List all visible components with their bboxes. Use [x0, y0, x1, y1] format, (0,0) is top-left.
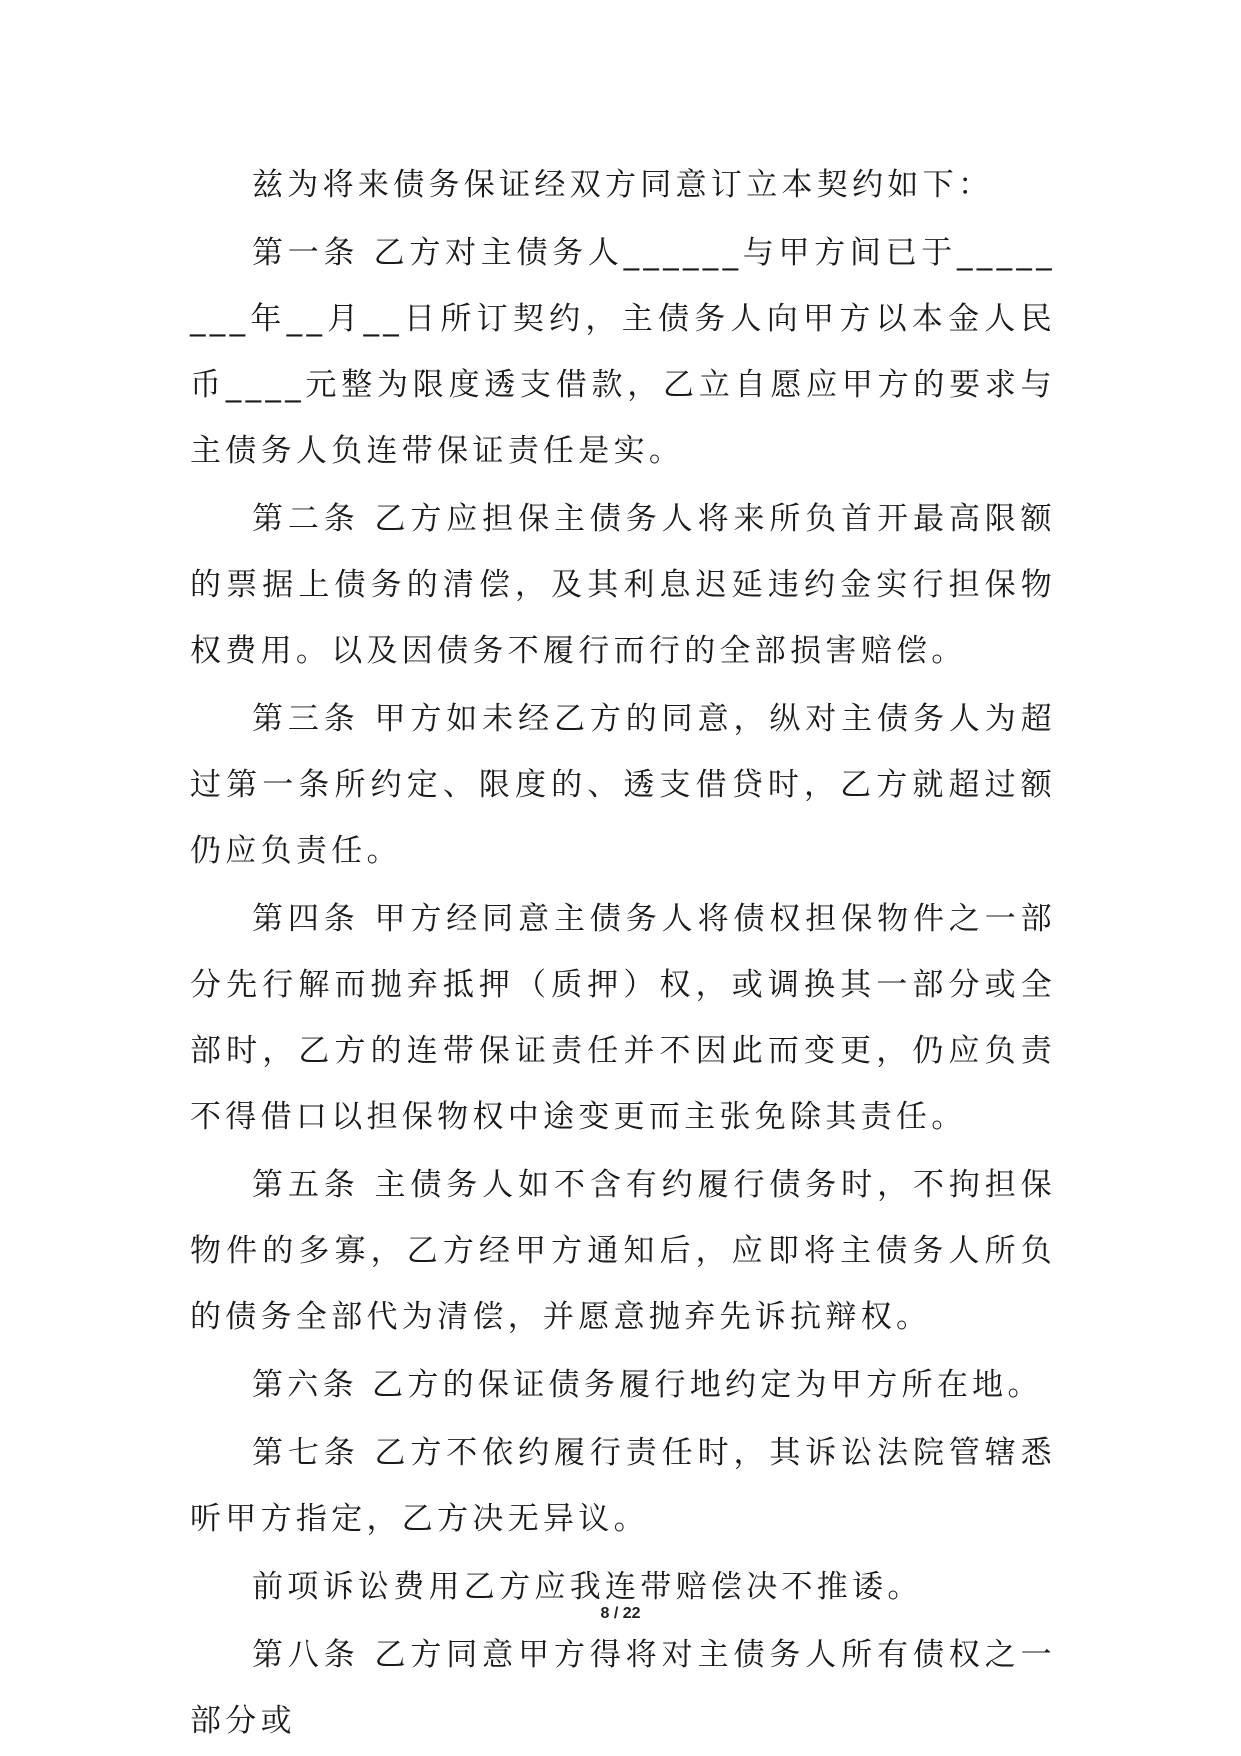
paragraph-article-7: 第七条 乙方不依约履行责任时，其诉讼法院管辖悉听甲方指定，乙方决无异议。	[190, 1435, 1056, 1537]
paragraph-litigation-costs: 前项诉讼费用乙方应我连带赔偿决不推诿。	[252, 1569, 923, 1605]
page-number: 8 / 22	[600, 1605, 641, 1622]
paragraph-article-1: 第一条 乙方对主债务人______与甲方间已于________年__月__日所订契约，主债务人向甲方以本金人民币____元整为限度透支借款，乙立自愿应甲方的要求与主债务人负连带保证责任是实。	[190, 235, 1056, 469]
paragraph-article-4: 第四条 甲方经同意主债务人将债权担保物件之一部分先行解而抛弃抵押（质押）权，或调换其一部分或全部时，乙方的连带保证责任并不因此而变更，仍应负责不得借口以担保物权中途变更而主张免除其责任。	[190, 901, 1056, 1135]
paragraph-article-3: 第三条 甲方如未经乙方的同意，纵对主债务人为超过第一条所约定、限度的、透支借贷时，乙方就超过额仍应负责任。	[190, 701, 1056, 869]
document-body	[190, 152, 1056, 1756]
paragraph-article-8: 第八条 乙方同意甲方得将对主债务人所有债权之一部分或	[190, 1637, 1056, 1739]
paragraph-article-6: 第六条 乙方的保证债务履行地约定为甲方所在地。	[252, 1367, 1043, 1403]
paragraph-intro: 兹为将来债务保证经双方同意订立本契约如下：	[252, 167, 994, 203]
paragraph-article-2: 第二条 乙方应担保主债务人将来所负首开最高限额的票据上债务的清偿，及其利息迟延违约金实行担保物权费用。以及因债务不履行而行的全部损害赔偿。	[190, 501, 1056, 669]
paragraph-article-5: 第五条 主债务人如不含有约履行债务时，不拘担保物件的多寡，乙方经甲方通知后，应即将主债务人所负的债务全部代为清偿，并愿意抛弃先诉抗辩权。	[190, 1167, 1056, 1335]
